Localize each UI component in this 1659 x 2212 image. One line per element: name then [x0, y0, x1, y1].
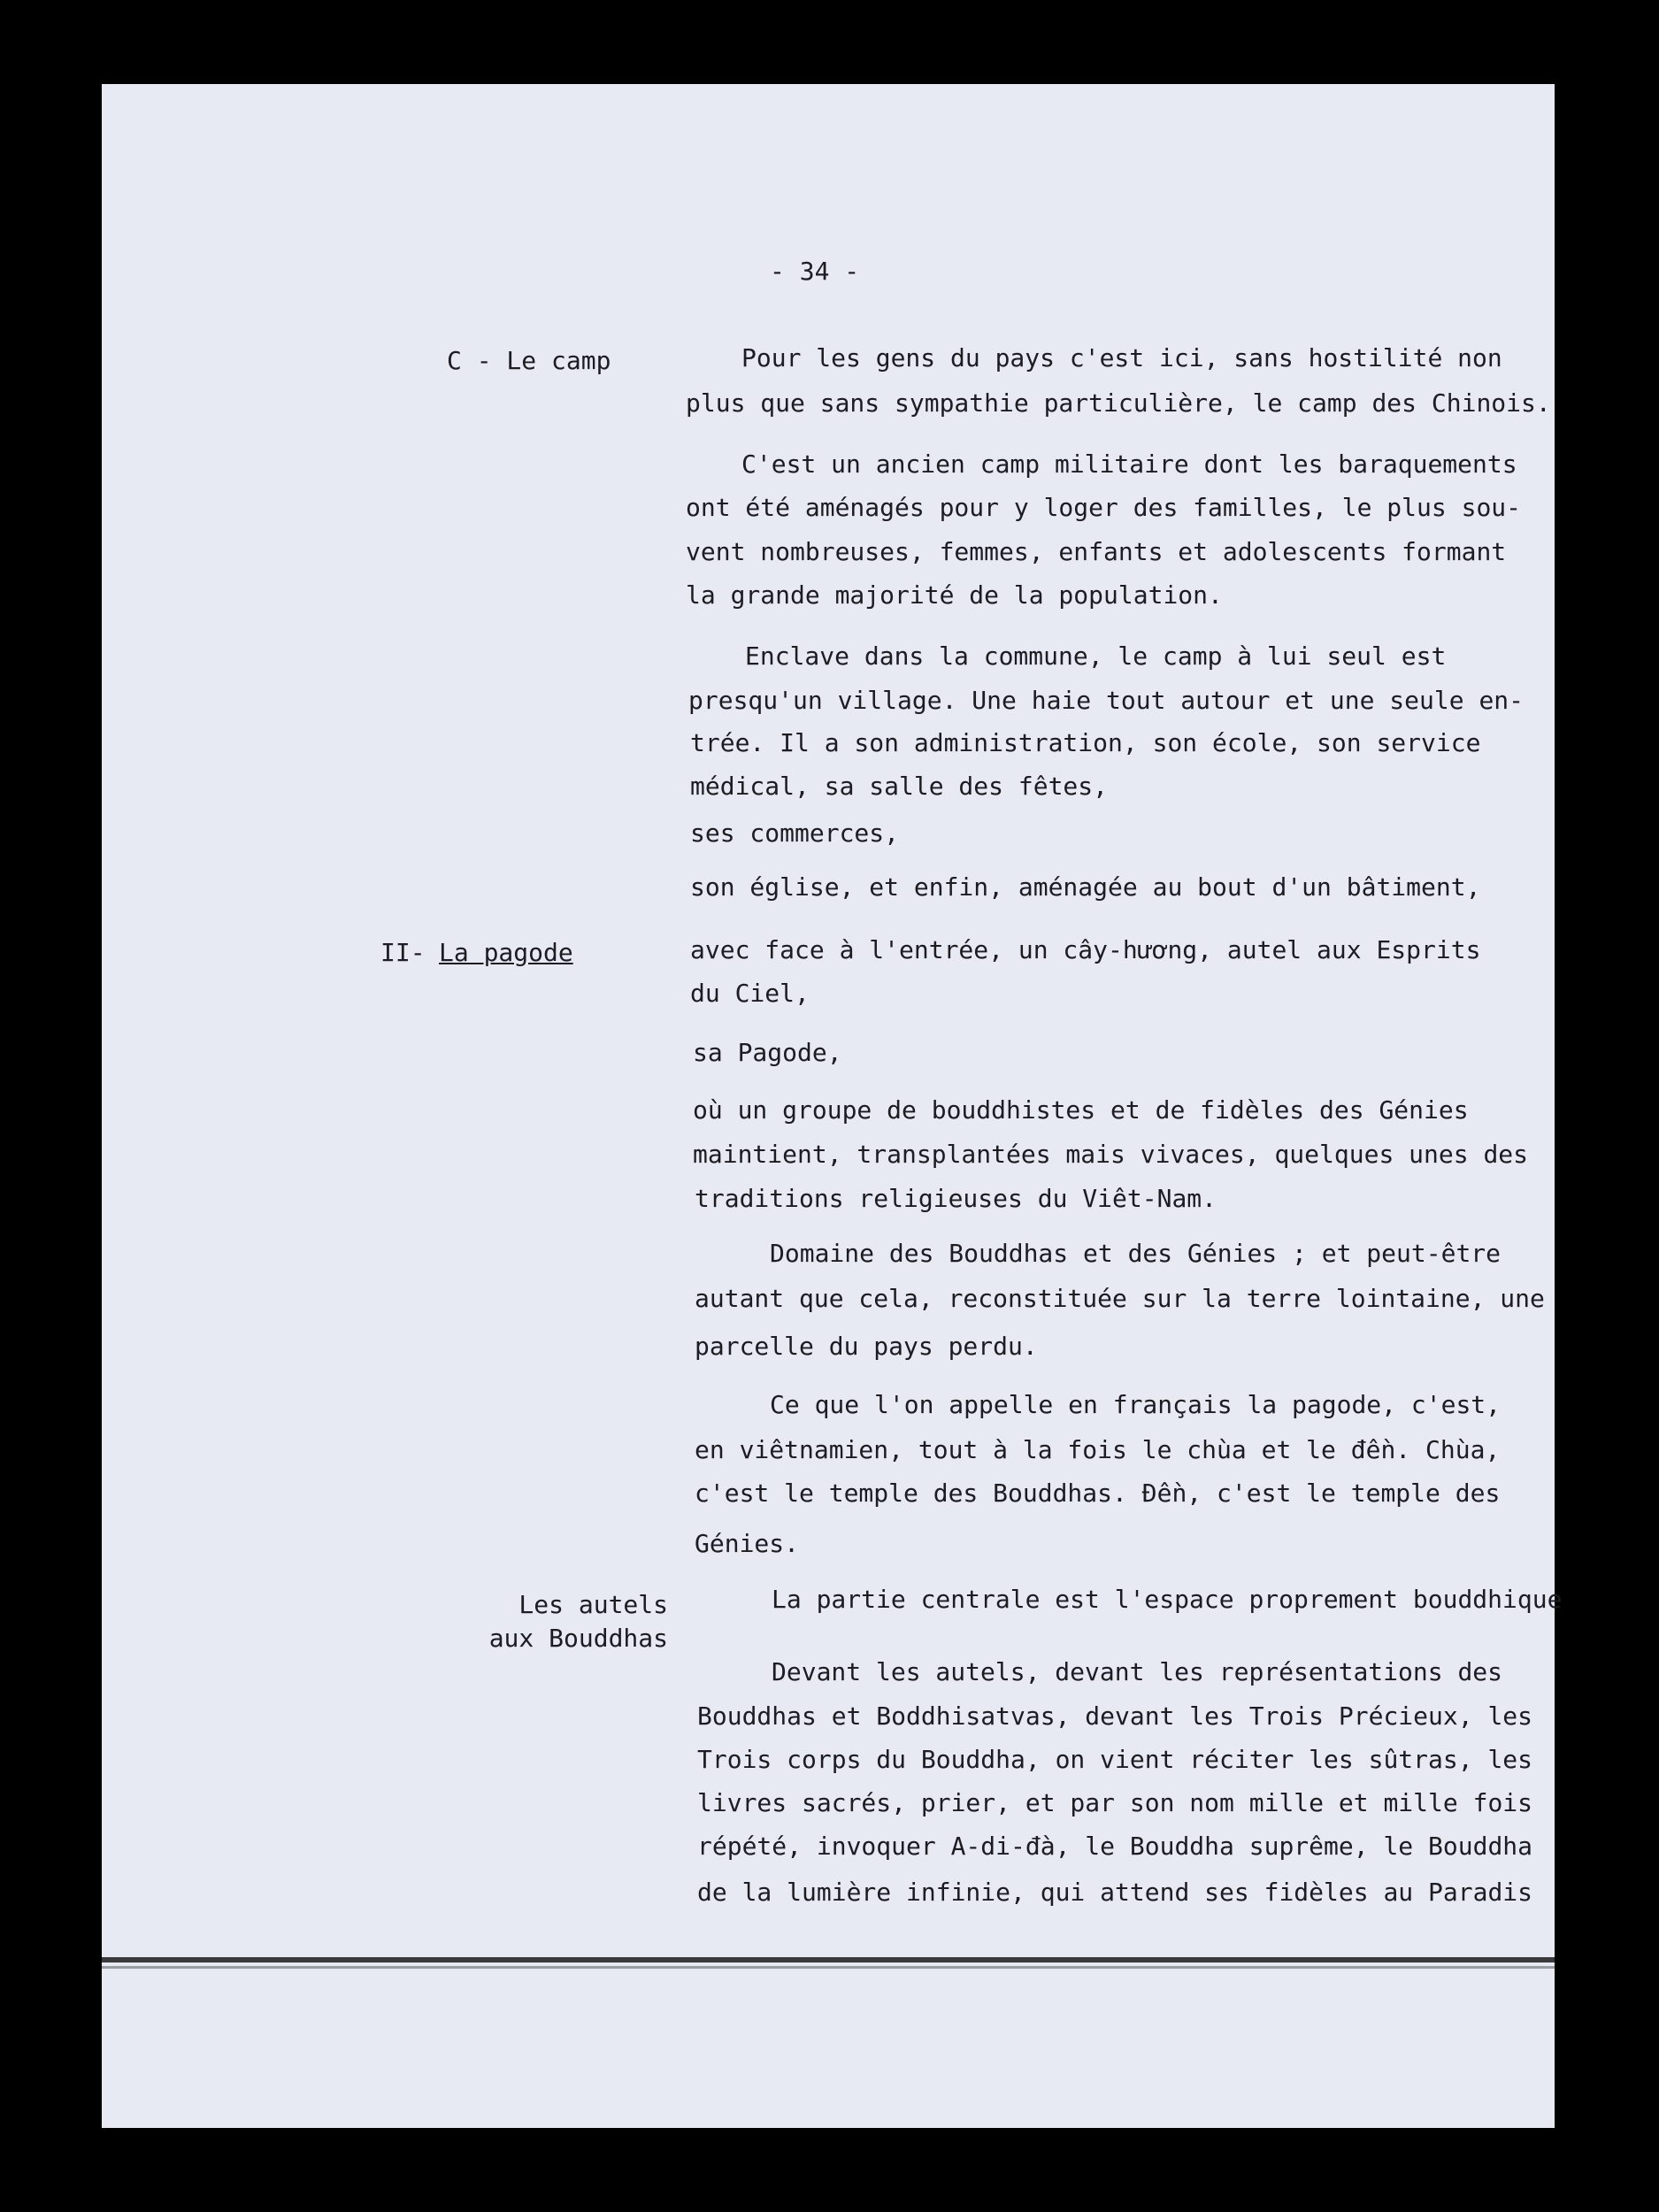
body-line: autant que cela, reconstituée sur la terre lointaine, une [695, 1284, 1545, 1313]
body-line: Pour les gens du pays c'est ici, sans hostilité non [741, 343, 1502, 373]
body-line: Ce que l'on appelle en français la pagode, c'est, [770, 1390, 1502, 1419]
body-line: plus que sans sympathie particulière, le camp des Chinois. [686, 388, 1551, 418]
body-line: parcelle du pays perdu. [695, 1332, 1038, 1361]
margin-heading-autels-line-2: aux Bouddhas [488, 1624, 668, 1653]
body-line: répété, invoquer A-di-đà, le Bouddha suprême, le Bouddha [697, 1832, 1533, 1861]
body-line: maintient, transplantées mais vivaces, quelques unes des [693, 1140, 1529, 1169]
body-line: La partie centrale est l'espace proprement bouddhique [772, 1585, 1563, 1614]
margin-heading-pagode-number: II- [380, 938, 426, 967]
body-line: la grande majorité de la population. [686, 580, 1223, 610]
body-line: ont été aménagés pour y loger des familles, le plus sou- [686, 493, 1522, 522]
body-line: Enclave dans la commune, le camp à lui seul est [745, 641, 1447, 671]
body-line: Trois corps du Bouddha, on vient réciter les sûtras, les [697, 1745, 1533, 1774]
margin-heading-pagode: La pagode [439, 938, 573, 967]
page-fold-line [102, 1957, 1555, 1962]
body-line: C'est un ancien camp militaire dont les baraquements [741, 449, 1517, 479]
body-line: médical, sa salle des fêtes, [690, 772, 1109, 801]
body-line: Bouddhas et Boddhisatvas, devant les Trois Précieux, les [697, 1701, 1533, 1731]
body-line: son église, et enfin, aménagée au bout d'un bâtiment, [690, 872, 1481, 902]
margin-heading-autels-line-1: Les autels [518, 1590, 668, 1619]
body-line: c'est le temple des Bouddhas. Đền, c'est le temple des [695, 1479, 1501, 1508]
body-line: de la lumière infinie, qui attend ses fidèles au Paradis [697, 1878, 1533, 1907]
margin-heading-camp: C - Le camp [447, 346, 611, 375]
body-line: traditions religieuses du Viêt-Nam. [695, 1184, 1217, 1213]
body-line: en viêtnamien, tout à la fois le chùa et le đền. Chùa, [695, 1435, 1501, 1464]
page-fold-shadow [102, 1966, 1555, 1969]
body-line: Devant les autels, devant les représentations des [772, 1657, 1503, 1686]
body-line: presqu'un village. Une haie tout autour et une seule en- [688, 686, 1525, 715]
body-line: Domaine des Bouddhas et des Génies ; et peut-être [770, 1239, 1502, 1268]
body-line: avec face à l'entrée, un cây-hương, autel aux Esprits [690, 935, 1481, 964]
body-line: où un groupe de bouddhistes et de fidèles des Génies [693, 1095, 1469, 1125]
page-number: - 34 - [770, 257, 860, 286]
body-line: Génies. [695, 1529, 800, 1558]
body-line: ses commerces, [690, 818, 900, 848]
body-line: du Ciel, [690, 979, 810, 1008]
body-line: vent nombreuses, femmes, enfants et adolescents formant [686, 537, 1507, 566]
body-line: livres sacrés, prier, et par son nom mille et mille fois [697, 1788, 1533, 1817]
body-line: trée. Il a son administration, son école, son service [690, 728, 1481, 757]
body-line: sa Pagode, [693, 1038, 842, 1067]
